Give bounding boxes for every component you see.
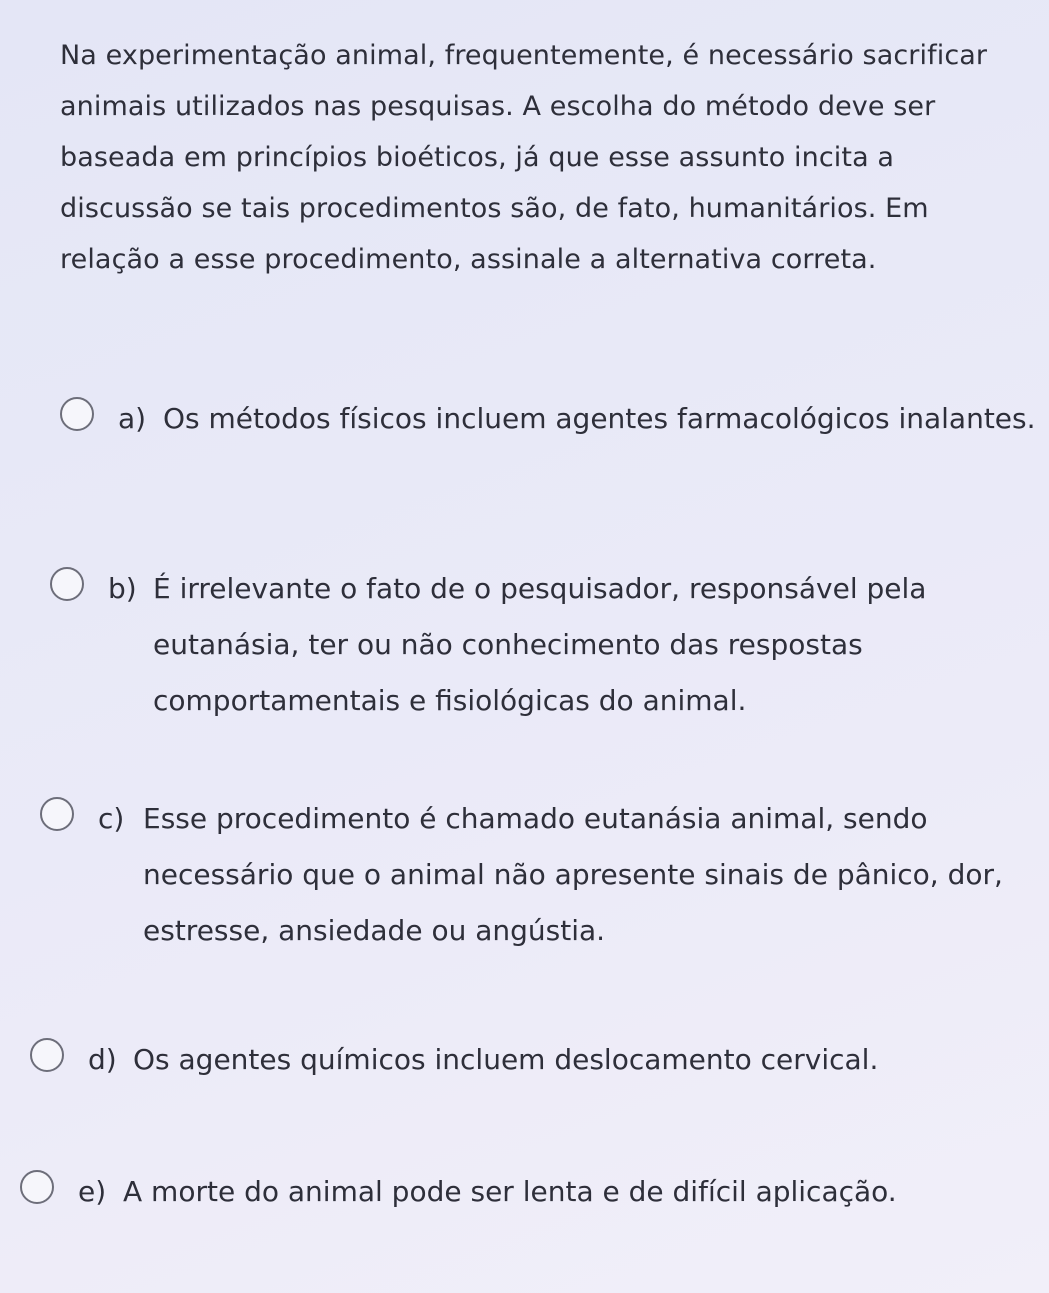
option-letter-b: b) — [108, 572, 137, 605]
option-letter-c: c) — [98, 802, 125, 835]
option-text-e: A morte do animal pode ser lenta e de difícil aplicação. — [123, 1175, 897, 1208]
option-text-c: Esse procedimento é chamado eutanásia animal, sendo necessário que o animal não apresente sinais de pânico, dor, estresse, ansiedade ou angústia. — [143, 802, 1003, 947]
option-letter-a: a) — [118, 402, 147, 435]
radio-button-c[interactable] — [40, 797, 74, 831]
radio-button-e[interactable] — [20, 1170, 54, 1204]
radio-button-b[interactable] — [50, 567, 84, 601]
option-letter-d: d) — [88, 1043, 117, 1076]
option-text-b: É irrelevante o fato de o pesquisador, responsável pela eutanásia, ter ou não conhecimento das respostas comportamentais e fisiológicas do animal. — [153, 572, 927, 717]
option-text-a: Os métodos físicos incluem agentes farmacológicos inalantes. — [163, 402, 1036, 435]
option-letter-e: e) — [78, 1175, 107, 1208]
radio-button-d[interactable] — [30, 1038, 64, 1072]
question-text: Na experimentação animal, frequentemente, é necessário sacrificar animais utilizados nas pesquisas. A escolha do método deve ser baseada em princípios bioéticos, já que esse assunto incita a discussão se tais procedimentos são, de fato, humanitários. Em relação a esse procedimento, assinale a alternativa correta. — [60, 40, 988, 275]
radio-button-a[interactable] — [60, 397, 94, 431]
option-text-d: Os agentes químicos incluem deslocamento cervical. — [133, 1043, 879, 1076]
